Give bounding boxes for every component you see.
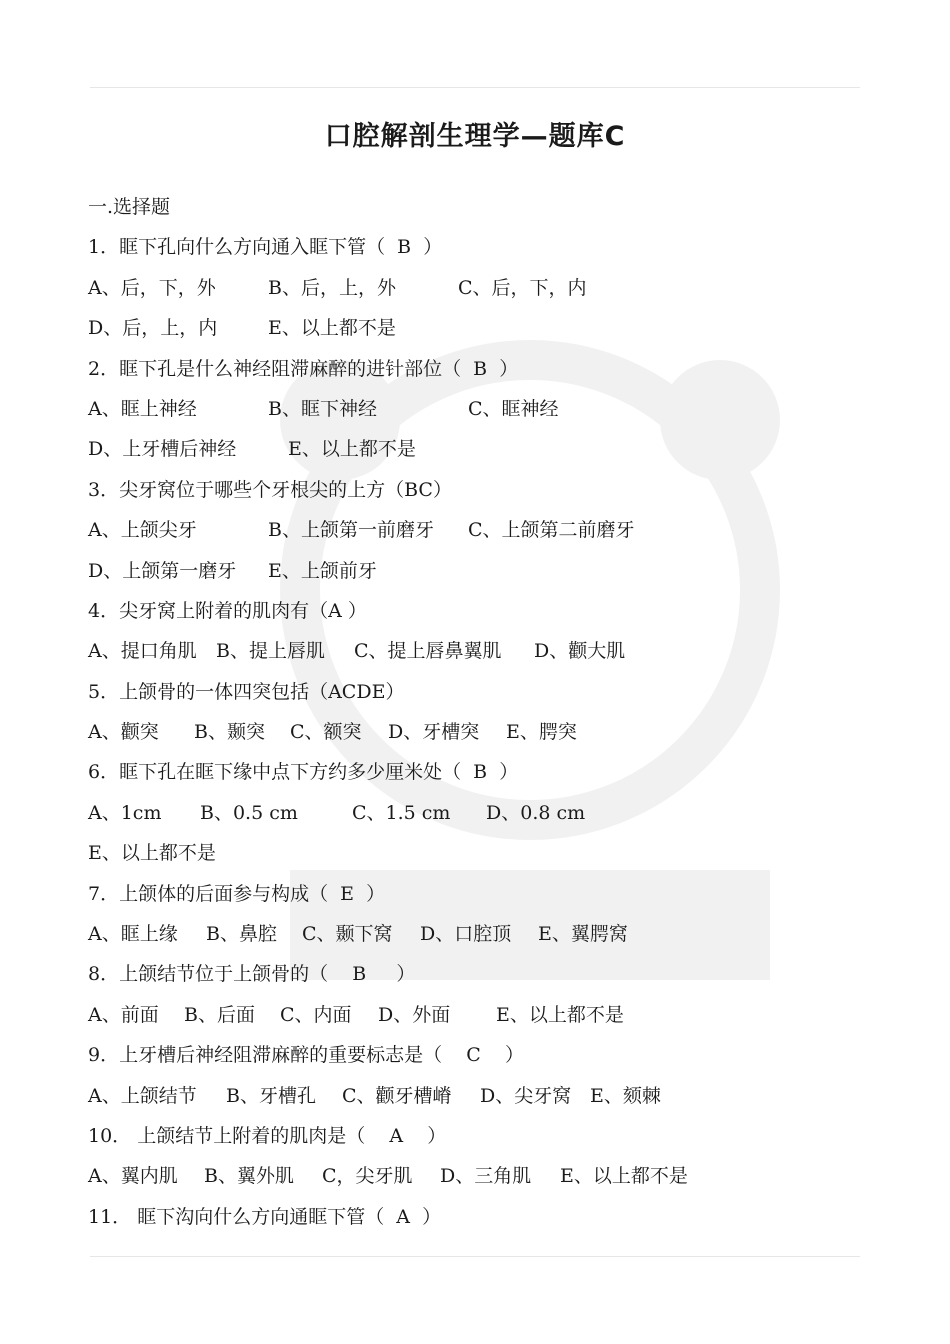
option: B、提上唇肌: [216, 640, 325, 663]
option: E、以上都不是: [288, 438, 416, 461]
option: B、0.5 cm: [200, 801, 298, 824]
options-row: [88, 308, 888, 348]
option: B、牙槽孔: [226, 1084, 316, 1107]
option: B、上颌第一前磨牙: [268, 519, 434, 542]
page-title: 口腔解剖生理学—题库C: [324, 121, 626, 152]
question-1: 1．眶下孔向什么方向通入眶下管（ B ）: [88, 236, 443, 259]
options-row: [88, 510, 888, 550]
option: C、1.5 cm: [352, 801, 451, 824]
option: C、颞下窝: [302, 923, 393, 946]
options-row: [88, 995, 888, 1035]
question-7: 7．上颌体的后面参与构成（ E ）: [88, 882, 386, 905]
option: B、颞突: [194, 721, 265, 744]
option: A、翼内肌: [88, 1165, 178, 1188]
option: A、眶上缘: [88, 923, 178, 946]
question-2: 2．眶下孔是什么神经阻滞麻醉的进针部位（ B ）: [88, 357, 519, 380]
question-8: 8．上颌结节位于上颌骨的（ B ）: [88, 963, 416, 986]
option: A、上颌尖牙: [88, 519, 197, 542]
options-row: [88, 793, 888, 833]
option: A、后，下，外: [88, 276, 216, 299]
header-rule: [90, 87, 860, 88]
section-heading: 一.选择题: [88, 196, 171, 218]
option: C、颧牙槽嵴: [342, 1084, 452, 1107]
option: E、以上都不是: [88, 842, 216, 865]
options-row: [88, 389, 888, 429]
question-5: 5．上颌骨的一体四突包括（ACDE）: [88, 680, 405, 703]
option: B、后，上，外: [268, 276, 396, 299]
options-row: [88, 712, 888, 752]
option: D、上牙槽后神经: [88, 438, 237, 461]
option: A、上颌结节: [88, 1084, 197, 1107]
question-list: [88, 187, 888, 1237]
options-row: [88, 631, 888, 671]
question-9: 9．上牙槽后神经阻滞麻醉的重要标志是（ C ）: [88, 1044, 524, 1067]
option: E、以上都不是: [496, 1003, 624, 1026]
option: E、翼腭窝: [538, 923, 628, 946]
option: D、0.8 cm: [486, 801, 586, 824]
option: C、额突: [290, 721, 362, 744]
option: C、后，下，内: [458, 276, 587, 299]
option: C、内面: [280, 1003, 352, 1026]
option: B、翼外肌: [204, 1165, 294, 1188]
option: C、眶神经: [468, 397, 559, 420]
question-6: 6．眶下孔在眶下缘中点下方约多少厘米处（ B ）: [88, 761, 519, 784]
option: E、腭突: [506, 721, 577, 744]
options-row: [88, 1156, 888, 1196]
options-row: [88, 551, 888, 591]
option: E、以上都不是: [268, 317, 396, 340]
option: B、鼻腔: [206, 923, 277, 946]
option: C、上颌第二前磨牙: [468, 519, 635, 542]
option: D、三角肌: [440, 1165, 532, 1188]
option: D、颧大肌: [534, 640, 626, 663]
option: B、后面: [184, 1003, 255, 1026]
option: D、尖牙窝: [480, 1084, 572, 1107]
option: C，尖牙肌: [322, 1165, 413, 1188]
option: B、眶下神经: [268, 397, 377, 420]
option: D、外面: [378, 1003, 451, 1026]
option: A、眶上神经: [88, 397, 197, 420]
option: A、颧突: [88, 721, 159, 744]
option: A、提口角肌: [88, 640, 197, 663]
footer-rule: [90, 1256, 860, 1257]
question-10: 10． 上颌结节上附着的肌肉是（ A ）: [88, 1124, 447, 1147]
options-row: [88, 429, 888, 469]
option: D、后，上，内: [88, 317, 218, 340]
option: C、提上唇鼻翼肌: [354, 640, 502, 663]
option: E、颏棘: [590, 1084, 661, 1107]
option: D、牙槽突: [388, 721, 480, 744]
option: A、前面: [88, 1003, 159, 1026]
option: E、上颌前牙: [268, 559, 377, 582]
options-row: [88, 268, 888, 308]
question-4: 4．尖牙窝上附着的肌肉有（A ）: [88, 599, 367, 622]
options-row: [88, 914, 888, 954]
option: D、上颌第一磨牙: [88, 559, 237, 582]
options-row: [88, 1076, 888, 1116]
question-11: 11． 眶下沟向什么方向通眶下管（ A ）: [88, 1205, 442, 1228]
option: A、1cm: [88, 801, 162, 824]
question-3: 3．尖牙窝位于哪些个牙根尖的上方（BC）: [88, 478, 452, 501]
option: D、口腔顶: [420, 923, 512, 946]
option: E、以上都不是: [560, 1165, 688, 1188]
options-row: [88, 833, 888, 873]
